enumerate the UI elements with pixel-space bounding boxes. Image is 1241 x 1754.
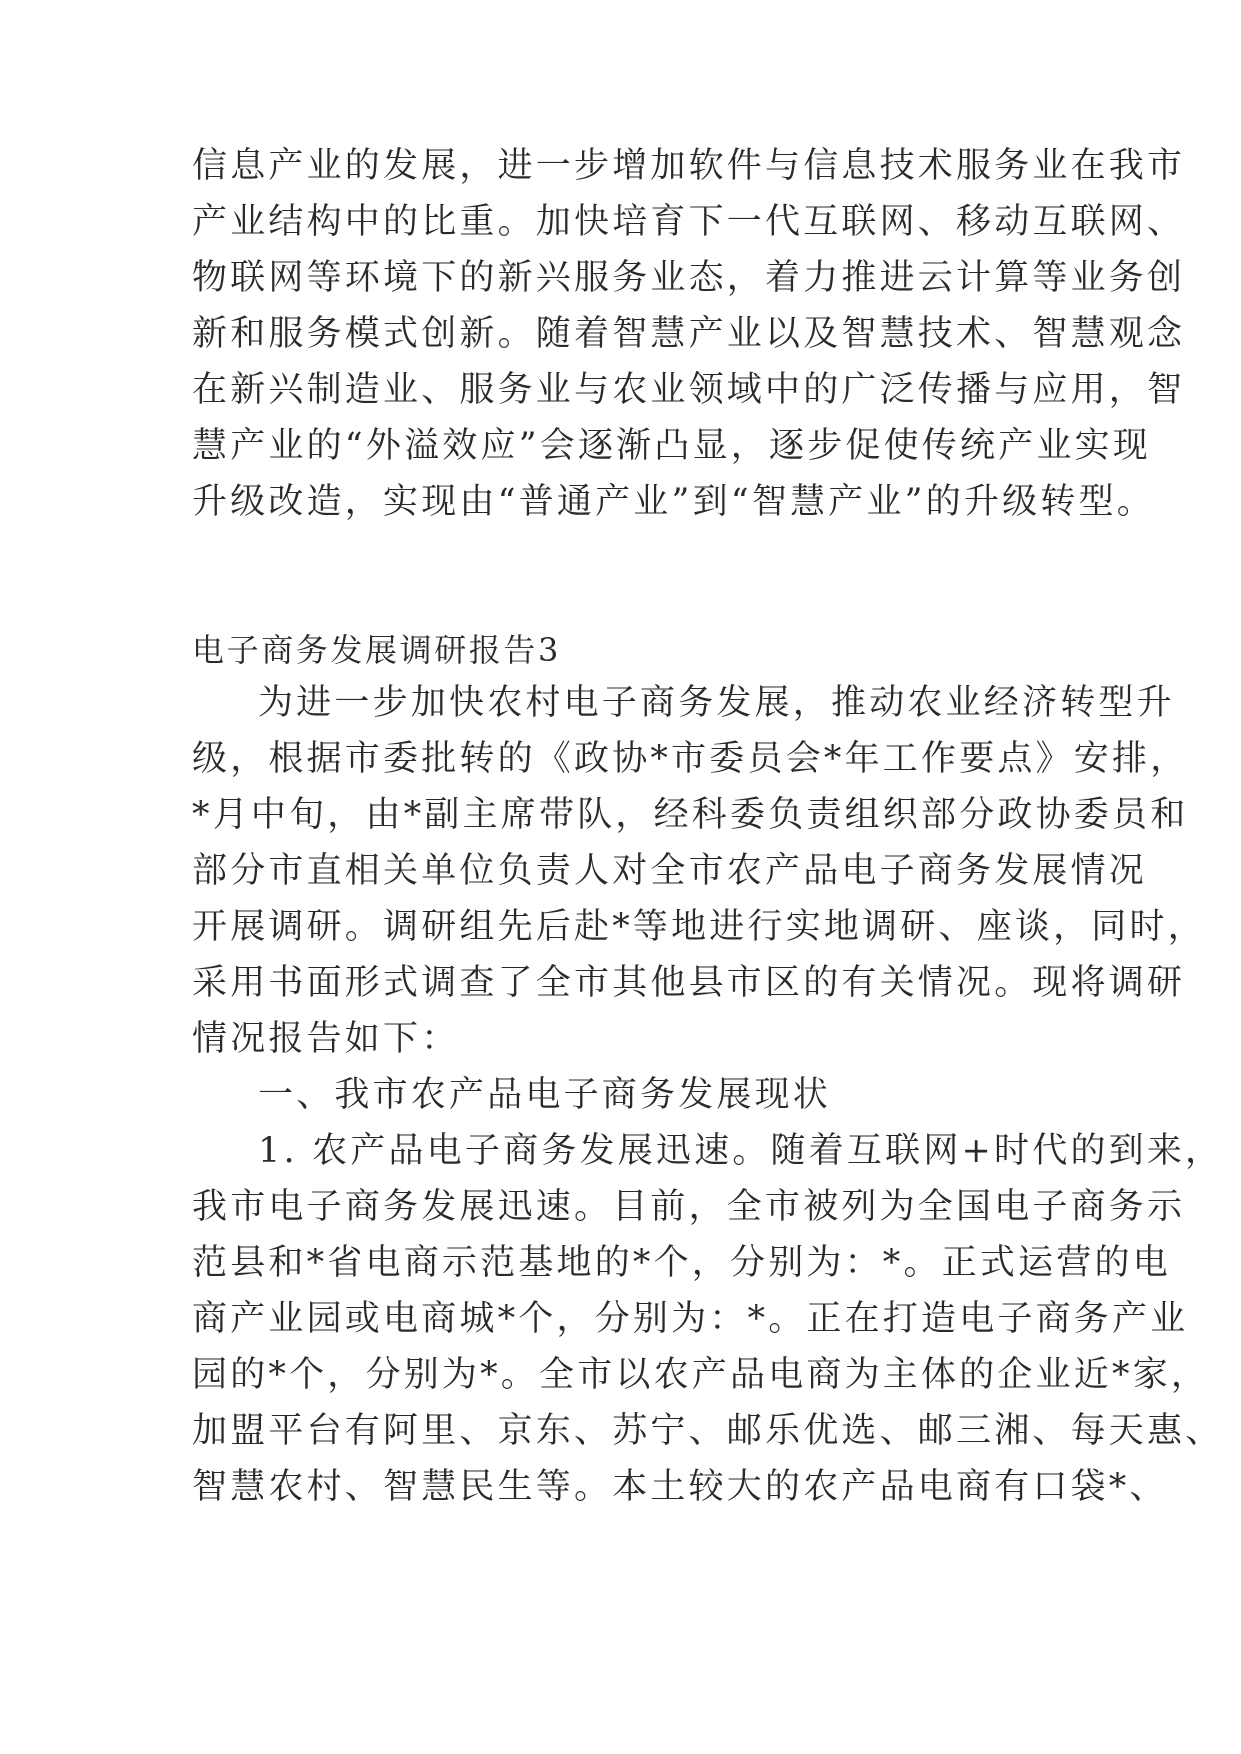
text-line: *月中旬，由*副主席带队，经科委负责组织部分政协委员和 bbox=[192, 795, 1189, 835]
report-title: 电子商务发展调研报告3 bbox=[192, 631, 561, 669]
text-line: 信息产业的发展，进一步增加软件与信息技术服务业在我市 bbox=[192, 146, 1186, 186]
text-line: 采用书面形式调查了全市其他县市区的有关情况。现将调研 bbox=[192, 963, 1186, 1003]
text-line: 产业结构中的比重。加快培育下一代互联网、移动互联网、 bbox=[192, 202, 1186, 242]
text-line: 1. 农产品电子商务发展迅速。随着互联网+时代的到来， bbox=[258, 1131, 1224, 1171]
text-line: 范县和*省电商示范基地的*个，分别为：*。正式运营的电 bbox=[192, 1243, 1171, 1283]
text-line: 在新兴制造业、服务业与农业领域中的广泛传播与应用，智 bbox=[192, 370, 1186, 410]
text-line: 加盟平台有阿里、京东、苏宁、邮乐优选、邮三湘、每天惠、 bbox=[192, 1411, 1224, 1451]
text-line: 开展调研。调研组先后赴*等地进行实地调研、座谈，同时， bbox=[192, 907, 1206, 947]
text-line: 物联网等环境下的新兴服务业态，着力推进云计算等业务创 bbox=[192, 258, 1186, 298]
section-heading: 一、我市农产品电子商务发展现状 bbox=[258, 1075, 832, 1115]
text-line: 为进一步加快农村电子商务发展，推动农业经济转型升 bbox=[258, 683, 1175, 723]
text-line: 智慧农村、智慧民生等。本土较大的农产品电商有口袋*、 bbox=[192, 1467, 1168, 1507]
text-line: 商产业园或电商城*个，分别为：*。正在打造电子商务产业 bbox=[192, 1299, 1189, 1339]
text-line: 新和服务模式创新。随着智慧产业以及智慧技术、智慧观念 bbox=[192, 314, 1186, 354]
text-line: 情况报告如下： bbox=[192, 1019, 460, 1059]
text-line: 级，根据市委批转的《政协*市委员会*年工作要点》安排， bbox=[192, 739, 1189, 779]
text-line: 慧产业的“外溢效应”会逐渐凸显，逐步促使传统产业实现 bbox=[192, 426, 1151, 466]
text-line: 我市电子商务发展迅速。目前，全市被列为全国电子商务示 bbox=[192, 1187, 1186, 1227]
text-line: 升级改造，实现由“普通产业”到“智慧产业”的升级转型。 bbox=[192, 482, 1155, 522]
text-line: 园的*个，分别为*。全市以农产品电商为主体的企业近*家， bbox=[192, 1355, 1210, 1395]
text-line: 部分市直相关单位负责人对全市农产品电子商务发展情况 bbox=[192, 851, 1148, 891]
